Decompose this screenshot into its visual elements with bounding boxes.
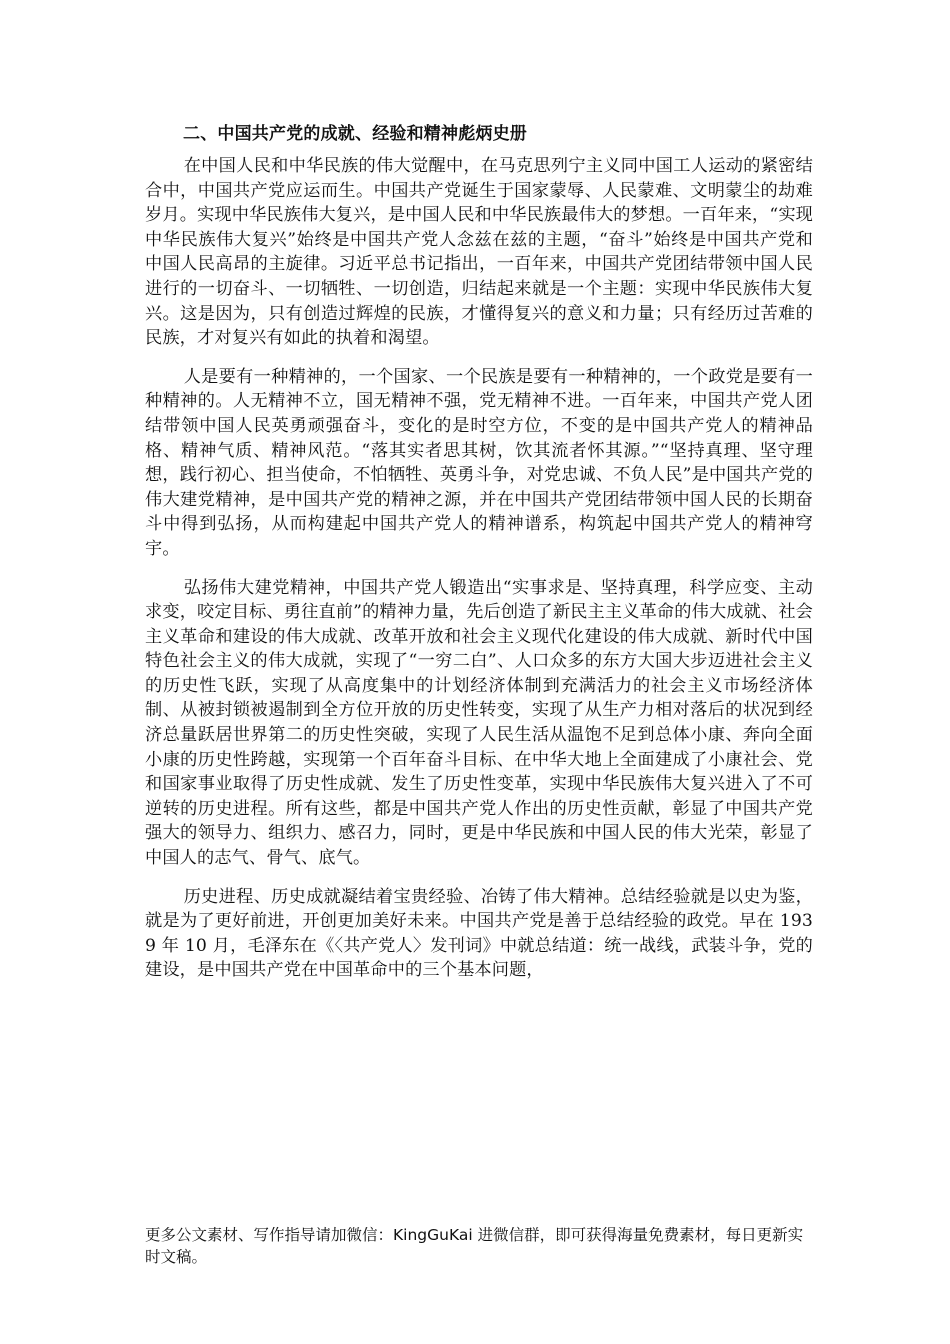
paragraph-1: 在中国人民和中华民族的伟大觉醒中，在马克思列宁主义同中国工人运动的紧密结合中，中国共产党应运而生。中国共产党诞生于国家蒙辱、人民蒙难、文明蒙尘的劫难岁月。实现中华民族伟大复兴，是中国人民和中华民族最伟大的梦想。一百年来，“实现中华民族伟大复兴”始终是中国共产党人念兹在兹的主题，“奋斗”始终是中国共产党和中国人民高昂的主旋律。习近平总书记指出，一百年来，中国共产党团结带领中国人民进行的一切奋斗、一切牺牲、一切创造，归结起来就是一个主题：实现中华民族伟大复兴。这是因为，只有创造过辉煌的民族，才懂得复兴的意义和力量；只有经历过苦难的民族，才对复兴有如此的执着和渴望。 [145,156,813,349]
paragraph-4: 历史进程、历史成就凝结着宝贵经验、冶铸了伟大精神。总结经验就是以史为鉴，就是为了更好前进，开创更加美好未来。中国共产党是善于总结经验的政党。早在 1939 年 10 月，毛泽东在《〈共产党人〉发刊词》中就总结道：统一战线，武装斗争，党的建设，是中国共产党在中国革命中的三个基本问题， [145,886,813,981]
paragraph-3: 弘扬伟大建党精神，中国共产党人锻造出“实事求是、坚持真理，科学应变、主动求变，咬定目标、勇往直前”的精神力量，先后创造了新民主主义革命的伟大成就、社会主义革命和建设的伟大成就、改革开放和社会主义现代化建设的伟大成就、新时代中国特色社会主义的伟大成就，实现了“一穷二白”、人口众多的东方大国大步迈进社会主义的历史性飞跃，实现了从高度集中的计划经济体制到充满活力的社会主义市场经济体制、从被封锁被遏制到全方位开放的历史性转变，实现了从生产力相对落后的状况到经济总量跃居世界第二的历史性突破，实现了人民生活从温饱不足到总体小康、奔向全面小康的历史性跨越，实现第一个百年奋斗目标、在中华大地上全面建成了小康社会、党和国家事业取得了历史性成就、发生了历史性变革，实现中华民族伟大复兴进入了不可逆转的历史进程。所有这些，都是中国共产党人作出的历史性贡献，彰显了中国共产党强大的领导力、组织力、感召力，同时，更是中华民族和中国人民的伟大光荣，彰显了中国人的志气、骨气、底气。 [145,577,813,869]
paragraph-2: 人是要有一种精神的，一个国家、一个民族是要有一种精神的，一个政党是要有一种精神的。人无精神不立，国无精神不强，党无精神不进。一百年来，中国共产党人团结带领中国人民英勇顽强奋斗，变化的是时空方位，不变的是中国共产党人的精神品格、精神气质、精神风范。“落其实者思其树，饮其流者怀其源。”“坚持真理、坚守理想，践行初心、担当使命，不怕牺牲、英勇斗争，对党忠诚、不负人民”是中国共产党的伟大建党精神，是中国共产党的精神之源，并在中国共产党团结带领中国人民的长期奋斗中得到弘扬，从而构建起中国共产党人的精神谱系，构筑起中国共产党人的精神穹宇。 [145,366,813,559]
footer-note: 更多公文素材、写作指导请加微信：KingGuKai 进微信群，即可获得海量免费素材，每日更新实时文稿。 [145,1226,804,1266]
document-body [145,122,813,997]
section-heading: 二、中国共产党的成就、经验和精神彪炳史册 [183,124,527,144]
